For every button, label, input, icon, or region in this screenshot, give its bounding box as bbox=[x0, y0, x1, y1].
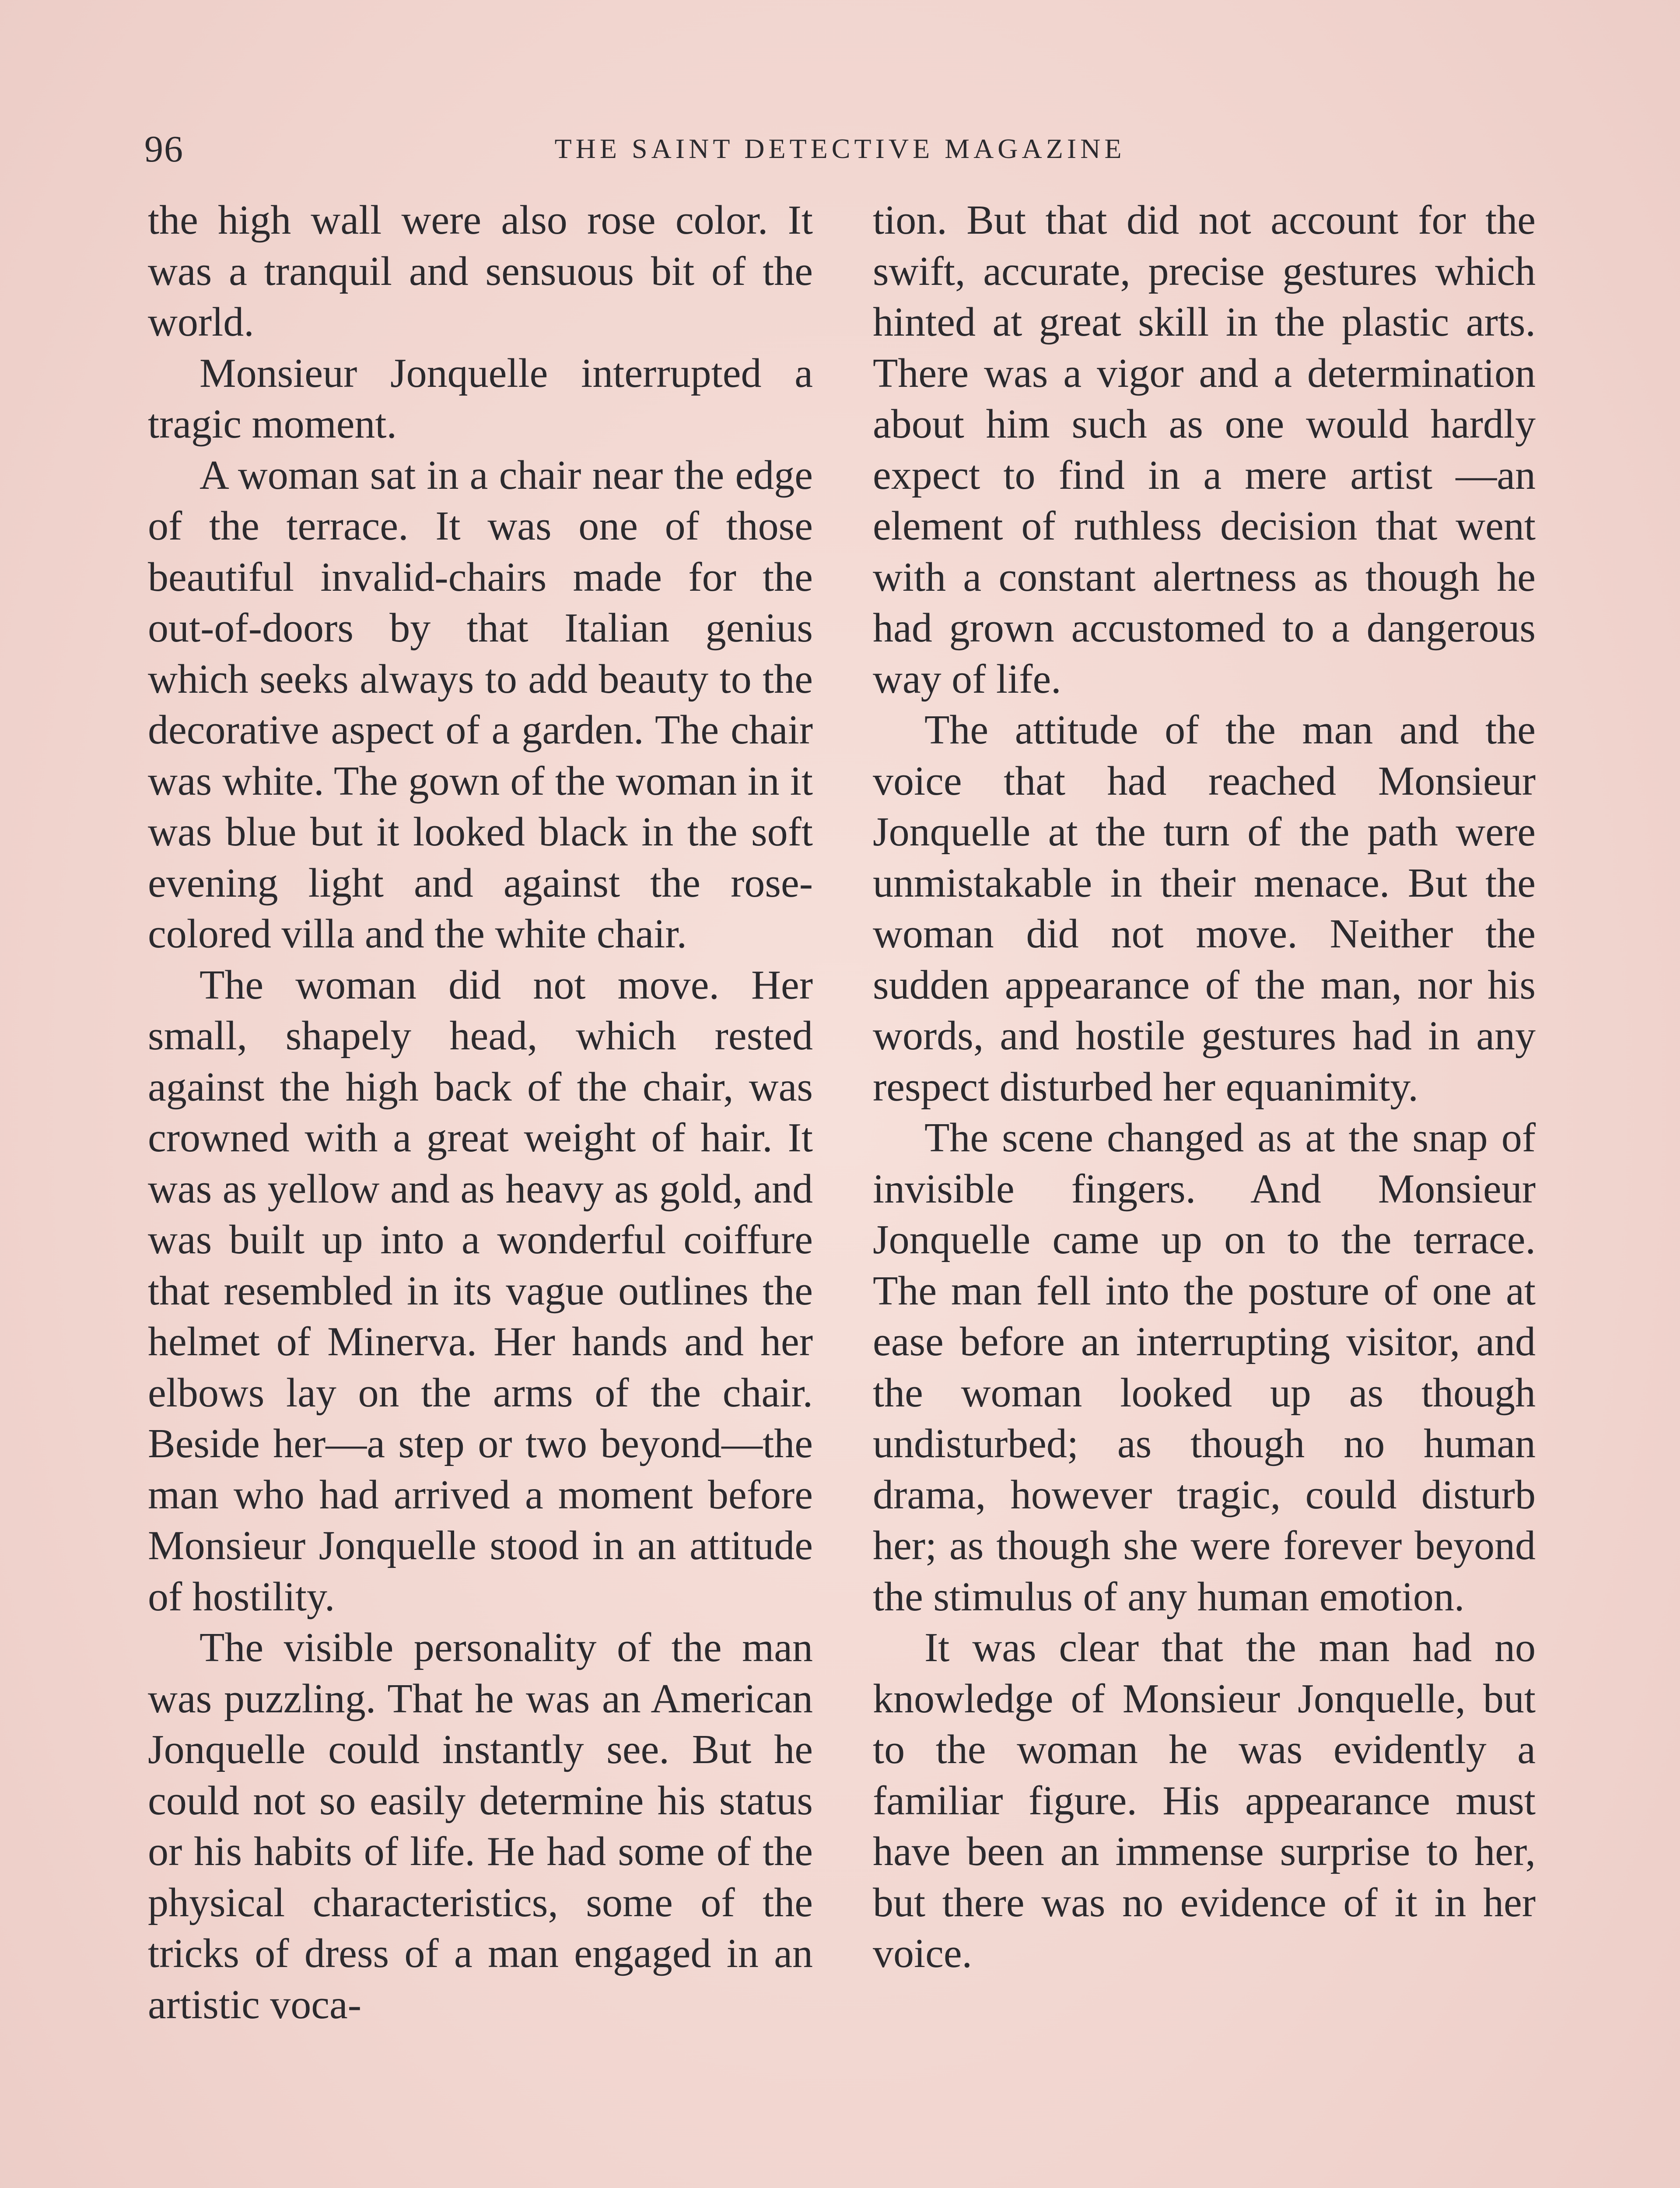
right-paragraph-2: The attitude of the man and the voice that had reached Monsieur Jonquelle at the turn of the path were unmistakable in their menace. But the woman did not move. Neither the sudden appearance of the man, nor his words, and hostile gestures had in any respect disturbed her equanimity. bbox=[873, 707, 1536, 1110]
right-paragraph-4: It was clear that the man had no knowledge of Monsieur Jonquelle, but to the woman he was evidently a familiar figure. His appearance must have been an immense surprise to her, but there was no evidence of it in her voice. bbox=[873, 1625, 1536, 1976]
page-header bbox=[144, 123, 1536, 175]
left-column bbox=[148, 195, 813, 2030]
right-paragraph-1: tion. But that did not account for the swift, accurate, precise gestures which hinted at great skill in the plastic arts. There was a vigor and a determination about him such as one would hardly expect to find in a mere artist —an element of ruthless decision that went with a constant alertness as though he had grown accustomed to a dangerous way of life. bbox=[873, 197, 1536, 702]
running-head: THE SAINT DETECTIVE MAGAZINE bbox=[554, 133, 1126, 164]
left-paragraph-4: The woman did not move. Her small, shapely head, which rested against the high back of the chair, was crowned with a great weight of hair. It was as yellow and as heavy as gold, and was built up into a wonderful coiffure that resembled in its vague outlines the helmet of Minerva. Her hands and her elbows lay on the arms of the chair. Beside her—a step or two beyond—the man who had arrived a moment before Monsieur Jonquelle stood in an attitude of hostility. bbox=[148, 962, 813, 1620]
right-paragraph-3: The scene changed as at the snap of invisible fingers. And Monsieur Jonquelle came up on to the terrace. The man fell into the posture of one at ease before an interrupting visitor, and the woman looked up as though undisturbed; as though no human drama, however tragic, could disturb her; as though she were forever beyond the stimulus of any human emotion. bbox=[873, 1115, 1536, 1620]
left-paragraph-1: the high wall were also rose color. It was a tranquil and sensuous bit of the world. bbox=[148, 197, 813, 345]
left-paragraph-3: A woman sat in a chair near the edge of the terrace. It was one of those beautiful invalid-chairs made for the out-of-doors by that Italian genius which seeks always to add beauty to the decorative aspect of a garden. The chair was white. The gown of the woman in it was blue but it looked black in the soft evening light and against the rose-colored villa and the white chair. bbox=[148, 452, 813, 957]
page-number: 96 bbox=[144, 128, 184, 170]
right-column bbox=[873, 195, 1536, 1979]
left-paragraph-5: The visible personality of the man was puzzling. That he was an American Jonquelle could instantly see. But he could not so easily determine his status or his habits of life. He had some of the physical characteristics, some of the tricks of dress of a man engaged in an artistic voca- bbox=[148, 1625, 813, 2027]
left-paragraph-2: Monsieur Jonquelle interrupted a tragic moment. bbox=[148, 350, 813, 447]
